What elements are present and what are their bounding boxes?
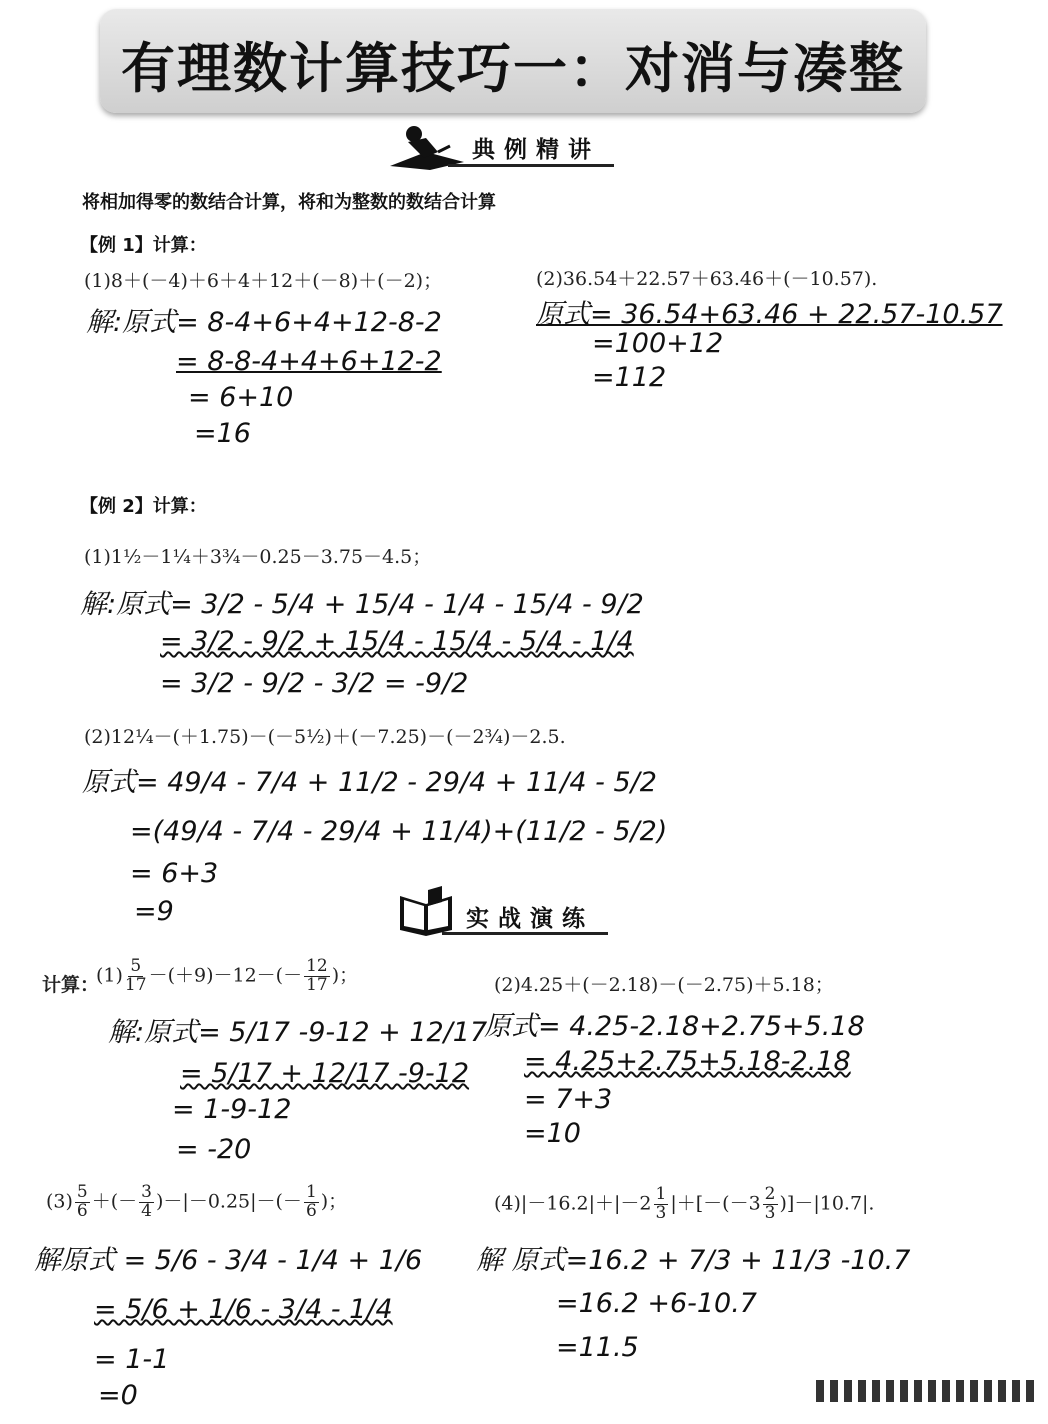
example-2-problem-1: (1)1½－1¼＋3¾－0.25－3.75－4.5；	[84, 546, 432, 568]
practice-problem-1: (1) $\frac{5}{17}$ －(＋9)－12－(－ $\frac{12}{17}$ )；	[96, 956, 359, 995]
practice-4-line-3: =11.5	[556, 1332, 639, 1363]
barcode-marks	[816, 1380, 1034, 1402]
example-2-solution-1-line-2: = 3/2 - 9/2 + 15/4 - 15/4 - 5/4 - 1/4	[160, 626, 634, 657]
example-1-solution-1-line-1: 解:原式= 8-4+6+4+12-8-2	[86, 307, 442, 338]
example-1-solution-1-line-4: =16	[194, 418, 251, 449]
practice-problem-2: (2)4.25＋(－2.18)－(－2.75)＋5.18；	[494, 974, 834, 996]
section-underline-2	[442, 932, 608, 935]
practice-3-line-1: 解原式 = 5/6 - 3/4 - 1/4 + 1/6	[34, 1245, 423, 1276]
fraction: $\frac{1}{3}$	[655, 1184, 667, 1223]
practice-2-line-4: =10	[524, 1118, 581, 1149]
example-1-problem-2: (2)36.54＋22.57＋63.46＋(－10.57).	[536, 268, 878, 290]
example-2-solution-2-line-4: =9	[134, 896, 174, 927]
practice-4-line-1: 解 原式=16.2 + 7/3 + 11/3 -10.7	[476, 1245, 911, 1276]
practice-3-line-2: = 5/6 + 1/6 - 3/4 - 1/4	[94, 1294, 393, 1325]
example-2-solution-1-line-3: = 3/2 - 9/2 - 3/2 = -9/2	[160, 668, 469, 699]
example-2-solution-2-line-1: 原式= 49/4 - 7/4 + 11/2 - 29/4 + 11/4 - 5/2	[82, 767, 657, 798]
intro-text: 将相加得零的数结合计算，将和为整数的数结合计算	[82, 192, 496, 213]
fraction: $\frac{5}{6}$	[76, 1182, 88, 1221]
practice-1-line-4: = -20	[176, 1134, 252, 1165]
practice-1-line-2: = 5/17 + 12/17 -9-12	[180, 1058, 470, 1089]
practice-2-line-2: = 4.25+2.75+5.18-2.18	[524, 1046, 851, 1077]
example-2-solution-1-line-1: 解:原式= 3/2 - 5/4 + 15/4 - 1/4 - 15/4 - 9/2	[80, 589, 644, 620]
example-1-solution-2-line-2: =100+12	[592, 328, 724, 359]
practice-problem-4: (4)|－16.2|＋|－2 $\frac{1}{3}$ |＋[－(－3 $\frac{2}{3}$ )]－|10.7|.	[494, 1184, 875, 1223]
example-1-solution-2-line-1: 原式= 36.54+63.46 + 22.57-10.57	[536, 299, 1003, 330]
practice-label: 计算：	[42, 974, 100, 996]
example-1-label: 【例 1】计算：	[80, 235, 207, 256]
practice-3-line-3: = 1-1	[94, 1344, 170, 1375]
example-2-label: 【例 2】计算：	[80, 496, 207, 517]
section-heading-examples: 典例精讲	[472, 137, 600, 163]
practice-problem-3: (3) $\frac{5}{6}$ ＋(－ $\frac{3}{4}$ )－|－0.25|－(－ $\frac{1}{6}$ )；	[46, 1182, 348, 1221]
example-1-solution-1-line-3: = 6+10	[188, 382, 294, 413]
section-heading-practice: 实战演练	[466, 906, 594, 932]
page-title: 有理数计算技巧一：对消与凑整	[121, 37, 905, 100]
practice-4-line-2: =16.2 +6-10.7	[556, 1288, 757, 1319]
practice-3-line-4: =0	[98, 1380, 138, 1411]
example-1-problem-1: (1)8＋(－4)＋6＋4＋12＋(－8)＋(－2)；	[84, 270, 443, 292]
example-2-solution-2-line-2: =(49/4 - 7/4 - 29/4 + 11/4)+(11/2 - 5/2)	[130, 816, 668, 847]
fraction: $\frac{2}{3}$	[764, 1184, 776, 1223]
writing-hand-icon	[386, 122, 466, 176]
example-1-solution-1-line-2: = 8-8-4+4+6+12-2	[176, 346, 442, 377]
example-2-solution-2-line-3: = 6+3	[130, 858, 219, 889]
practice-2-line-3: = 7+3	[524, 1084, 613, 1115]
fraction: $\frac{1}{6}$	[305, 1182, 317, 1221]
practice-2-line-1: 原式= 4.25-2.18+2.75+5.18	[484, 1011, 865, 1042]
practice-1-line-1: 解:原式= 5/17 -9-12 + 12/17	[108, 1017, 488, 1048]
example-2-problem-2: (2)12¼－(＋1.75)－(－5½)＋(－7.25)－(－2¾)－2.5.	[84, 726, 566, 748]
fraction: $\frac{12}{17}$	[306, 956, 328, 995]
fraction: $\frac{3}{4}$	[141, 1182, 152, 1221]
section-underline	[448, 164, 614, 167]
practice-1-line-3: = 1-9-12	[172, 1094, 292, 1125]
example-1-solution-2-line-3: =112	[592, 362, 667, 393]
fraction: $\frac{5}{17}$	[124, 956, 147, 995]
